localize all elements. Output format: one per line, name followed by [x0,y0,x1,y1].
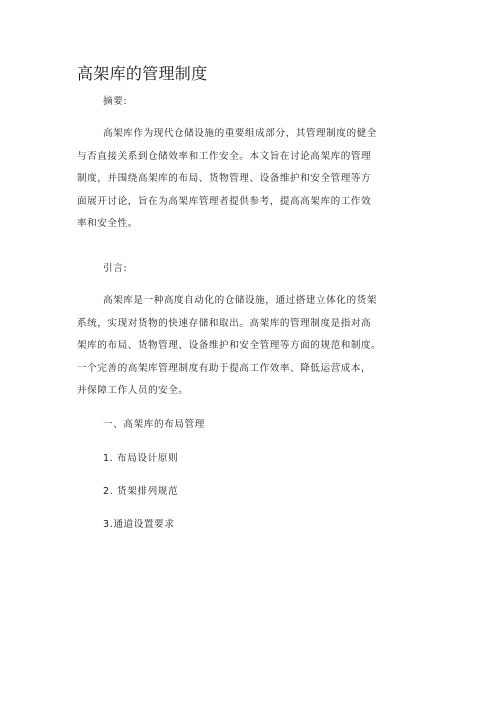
abstract-label: 摘要: [103,96,128,107]
section-heading: 一、高架库的布局管理 [103,419,205,430]
abstract-line: 面展开讨论，旨在为高架库管理者提供参考，提高高架库的工作效 [77,195,372,207]
abstract-line: 率和安全性。 [77,218,138,230]
section-list-item: 3.通道设置要求 [103,519,175,530]
intro-line: 并保障工作人员的安全。 [77,385,189,397]
abstract-line: 与否直接关系到仓储效率和工作安全。本文旨在讨论高架库的管理 [77,150,372,162]
section-list-item: 1. 布局设计原则 [103,453,179,464]
abstract-paragraph [77,127,377,240]
intro-paragraph [77,294,381,407]
document-title: 高架库的管理制度 [77,64,208,83]
intro-line: 架库的布局、货物管理、设备维护和安全管理等方面的规范和制度。 [77,340,382,352]
intro-line: 系统，实现对货物的快速存储和取出。高架库的管理制度是指对高 [77,317,372,329]
abstract-line: 高架库作为现代仓储设施的重要组成部分，其管理制度的健全 [103,128,377,139]
intro-label: 引言: [103,263,128,274]
intro-line: 一个完善的高架库管理制度有助于提高工作效率、降低运营成本， [77,362,372,374]
intro-line: 高架库是一种高度自动化的仓储设施，通过搭建立体化的货架 [103,295,377,306]
abstract-line: 制度，并围绕高架库的布局、货物管理、设备维护和安全管理等方 [77,173,372,185]
section-list-item: 2. 货架排列规范 [103,486,179,497]
